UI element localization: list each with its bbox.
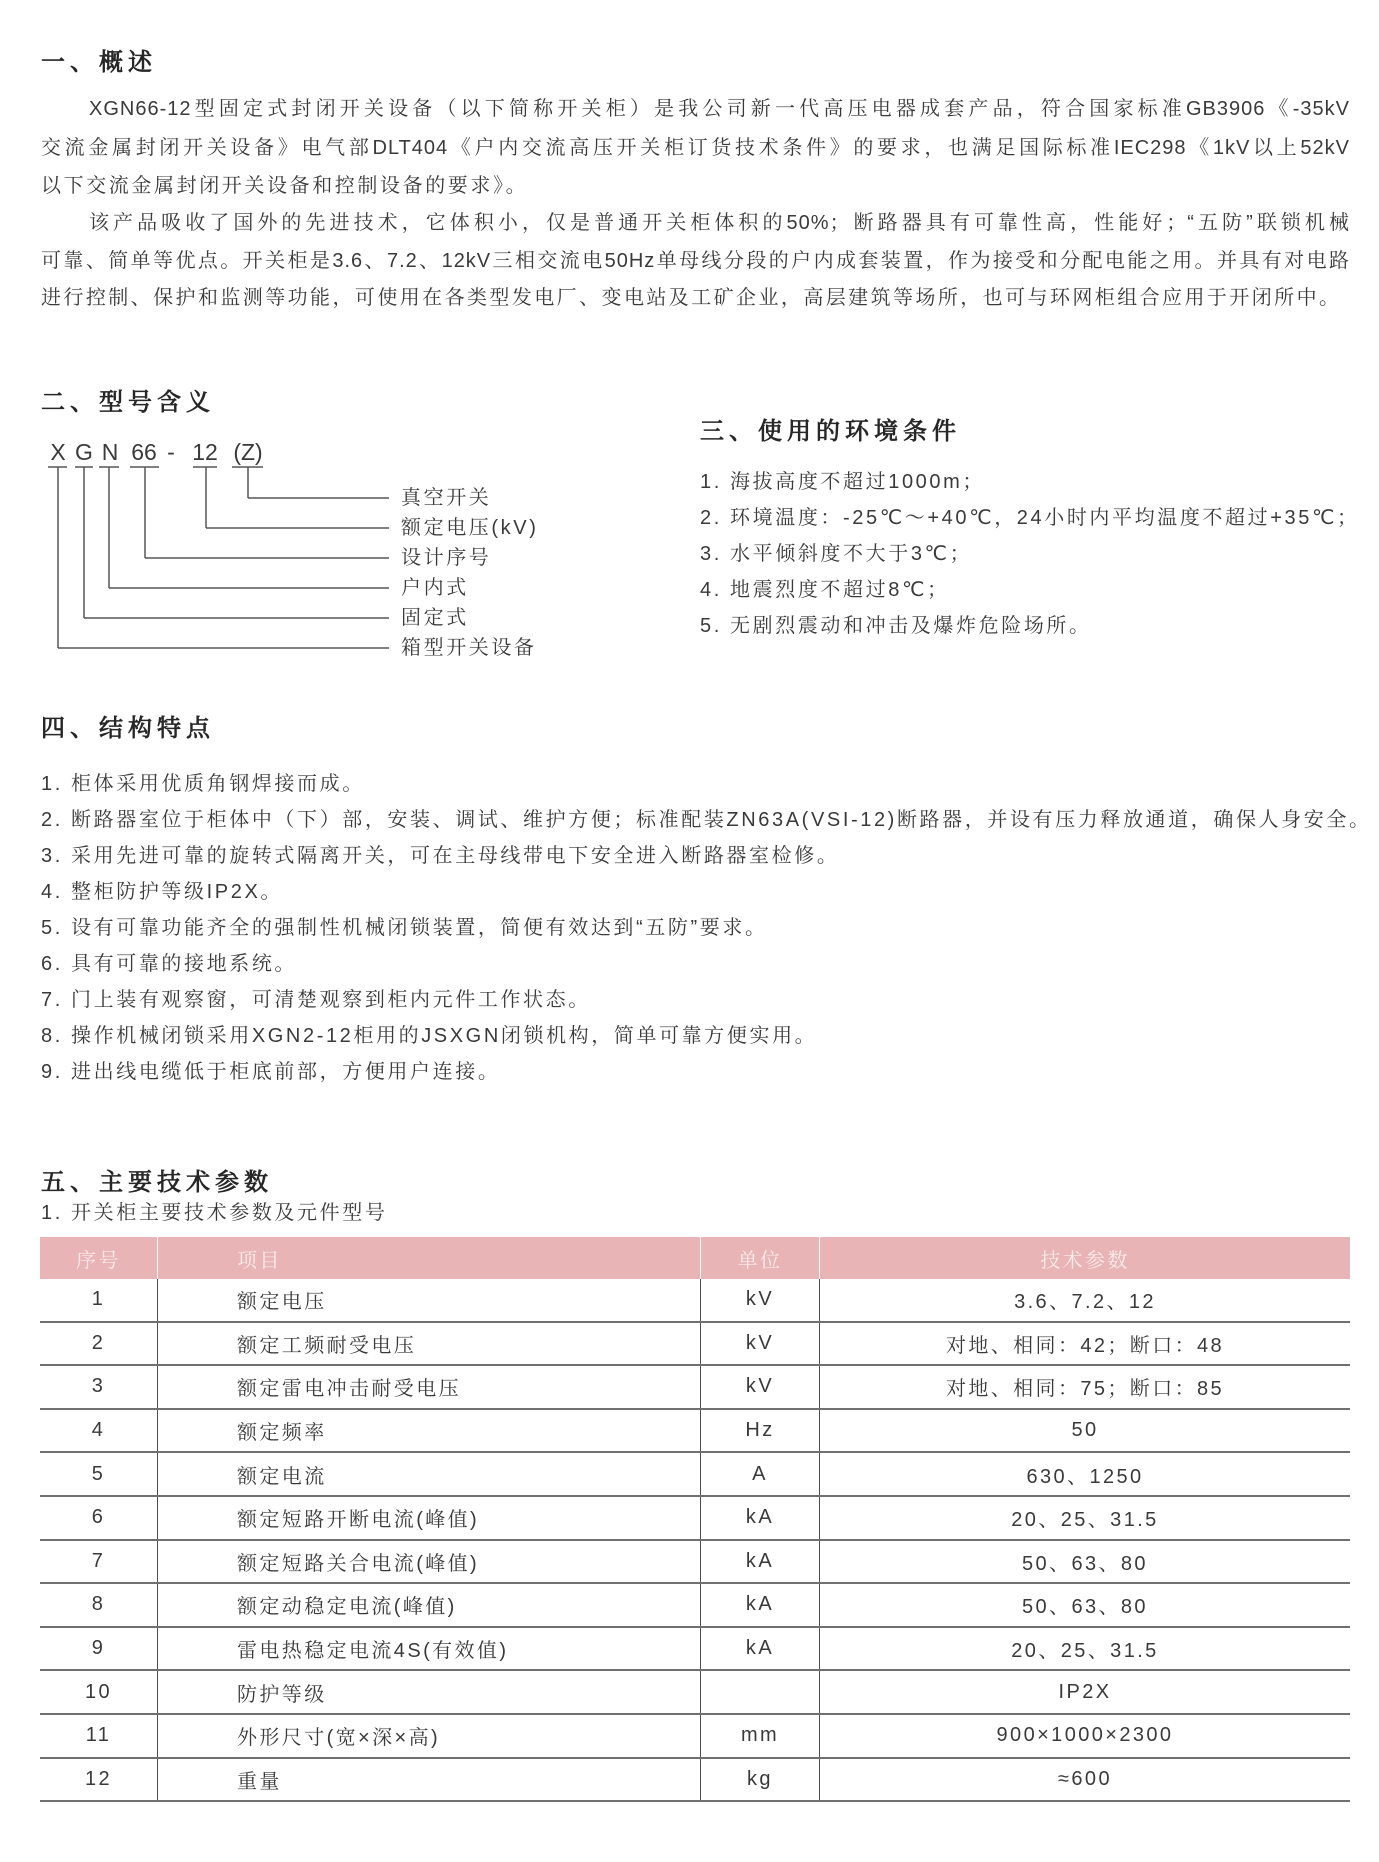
list-item: 9. 进出线电缆低于柜底前部，方便用户连接。 (41, 1061, 501, 1083)
model-meaning-label: 固定式 (401, 607, 469, 629)
cell-value: 900×1000×2300 (996, 1724, 1174, 1747)
cell-index: 9 (40, 1628, 158, 1670)
cell-unit: kV (701, 1366, 820, 1408)
list-item: 2. 环境温度：-25℃～+40℃，24小时内平均温度不超过+35℃； (700, 507, 1360, 529)
paragraph-line: 交流金属封闭开关设备》电气部DLT404《户内交流高压开关柜订货技术条件》的要求，也满足国际标准IEC298《1kV以上52kV (41, 137, 1350, 159)
cell-value: ≈600 (1058, 1767, 1112, 1790)
table-row (40, 1497, 1350, 1541)
list-item: 4. 整柜防护等级IP2X。 (41, 881, 283, 903)
cell-value: 3.6、7.2、12 (1014, 1291, 1156, 1314)
column-header: 单位 (701, 1237, 820, 1279)
table-row (40, 1759, 1350, 1803)
table-row (40, 1671, 1350, 1715)
column-header: 序号 (40, 1237, 158, 1279)
table-row (40, 1410, 1350, 1454)
list-item: 5. 设有可靠功能齐全的强制性机械闭锁装置，简便有效达到“五防”要求。 (41, 917, 768, 939)
cell-unit: Hz (701, 1410, 820, 1452)
cell-item: 额定电压 (158, 1279, 701, 1321)
table-row (40, 1628, 1350, 1672)
model-code-part: 66 (131, 439, 157, 465)
cell-value: 20、25、31.5 (1011, 1640, 1159, 1663)
paragraph-line: 该产品吸收了国外的先进技术，它体积小，仅是普通开关柜体积的50%；断路器具有可靠性高，性能好；“五防”联锁机械 (89, 212, 1350, 234)
model-code-part: X (50, 439, 66, 465)
cell-item: 额定动稳定电流(峰值) (158, 1584, 701, 1626)
cell-item: 外形尺寸(宽×深×高) (158, 1715, 701, 1757)
cell-unit: kA (701, 1584, 820, 1626)
paragraph-line: 以下交流金属封闭开关设备和控制设备的要求》。 (41, 175, 529, 197)
paragraph-line: 进行控制、保护和监测等功能，可使用在各类型发电厂、变电站及工矿企业，高层建筑等场所，也可与环网柜组合应用于开闭所中。 (41, 287, 1340, 309)
table-caption: 1. 开关柜主要技术参数及元件型号 (41, 1202, 388, 1224)
list-item: 2. 断路器室位于柜体中（下）部，安装、调试、维护方便；标准配装ZN63A(VSI-12)断路器，并设有压力释放通道，确保人身安全。 (41, 809, 1372, 831)
model-code-part: G (75, 439, 93, 465)
model-code-part: N (101, 439, 119, 465)
cell-unit: kV (701, 1279, 820, 1321)
cell-index: 11 (40, 1715, 158, 1757)
cell-item: 额定工频耐受电压 (158, 1323, 701, 1365)
list-item: 7. 门上装有观察窗，可清楚观察到柜内元件工作状态。 (41, 989, 591, 1011)
cell-value: 50 (1071, 1419, 1099, 1442)
model-code-part: 12 (192, 439, 218, 465)
cell-value: 对地、相同：42；断口：48 (945, 1334, 1225, 1357)
list-item: 1. 柜体采用优质角钢焊接而成。 (41, 773, 365, 795)
table-row (40, 1541, 1350, 1585)
cell-value: 对地、相同：75；断口：85 (945, 1378, 1225, 1401)
cell-item: 防护等级 (158, 1671, 701, 1713)
table-row (40, 1279, 1350, 1323)
table-row (40, 1453, 1350, 1497)
cell-index: 4 (40, 1410, 158, 1452)
cell-index: 3 (40, 1366, 158, 1408)
model-meaning-label: 户内式 (401, 577, 469, 599)
cell-item: 额定短路关合电流(峰值) (158, 1541, 701, 1583)
list-item: 1. 海拔高度不超过1000m； (700, 471, 985, 493)
cell-unit: kA (701, 1541, 820, 1583)
cell-index: 12 (40, 1759, 158, 1801)
model-code-part: - (167, 439, 175, 465)
cell-value: IP2X (1058, 1680, 1112, 1703)
cell-value: 50、63、80 (1022, 1596, 1148, 1619)
paragraph-line: 可靠、简单等优点。开关柜是3.6、7.2、12kV三相交流电50Hz单母线分段的户内成套装置，作为接受和分配电能之用。并具有对电路 (41, 250, 1350, 272)
cell-item: 额定电流 (158, 1453, 701, 1495)
table-row (40, 1584, 1350, 1628)
table-row (40, 1715, 1350, 1759)
paragraph-line: XGN66-12型固定式封闭开关设备（以下简称开关柜）是我公司新一代高压电器成套产品，符合国家标准GB3906《-35kV (89, 98, 1350, 120)
cell-unit: kV (701, 1323, 820, 1365)
cell-index: 1 (40, 1279, 158, 1321)
cell-index: 6 (40, 1497, 158, 1539)
cell-index: 2 (40, 1323, 158, 1365)
cell-unit: A (701, 1453, 820, 1495)
model-meaning-label: 额定电压(kV) (401, 517, 539, 539)
section-title-environment: 三、使用的环境条件 (700, 418, 961, 445)
cell-index: 7 (40, 1541, 158, 1583)
column-header: 技术参数 (1040, 1249, 1130, 1272)
cell-index: 8 (40, 1584, 158, 1626)
list-item: 4. 地震烈度不超过8℃； (700, 579, 950, 601)
cell-value: 630、1250 (1026, 1465, 1144, 1488)
list-item: 6. 具有可靠的接地系统。 (41, 953, 298, 975)
model-code-part: (Z) (233, 439, 263, 465)
cell-value: 50、63、80 (1022, 1552, 1148, 1575)
cell-index: 5 (40, 1453, 158, 1495)
table-header (40, 1237, 1350, 1279)
cell-unit: kA (701, 1628, 820, 1670)
cell-value: 20、25、31.5 (1011, 1509, 1159, 1532)
cell-unit: kg (701, 1759, 820, 1801)
cell-item: 额定短路开断电流(峰值) (158, 1497, 701, 1539)
cell-unit (701, 1671, 820, 1713)
cell-item: 重量 (158, 1759, 701, 1801)
section-title-model: 二、型号含义 (41, 389, 215, 416)
list-item: 8. 操作机械闭锁采用XGN2-12柜用的JSXGN闭锁机构，简单可靠方便实用。 (41, 1025, 818, 1047)
section-title-overview: 一、概述 (41, 49, 157, 76)
cell-unit: mm (701, 1715, 820, 1757)
cell-item: 额定雷电冲击耐受电压 (158, 1366, 701, 1408)
section-title-structure: 四、结构特点 (41, 715, 215, 742)
table-row (40, 1366, 1350, 1410)
model-meaning-label: 真空开关 (401, 487, 492, 509)
model-meaning-label: 设计序号 (401, 547, 492, 569)
specs-table (40, 1237, 1350, 1802)
cell-item: 额定频率 (158, 1410, 701, 1452)
table-row (40, 1323, 1350, 1367)
section-title-specs: 五、主要技术参数 (41, 1169, 273, 1196)
list-item: 5. 无剧烈震动和冲击及爆炸危险场所。 (700, 615, 1092, 637)
cell-item: 雷电热稳定电流4S(有效值) (158, 1628, 701, 1670)
cell-index: 10 (40, 1671, 158, 1713)
column-header: 项目 (158, 1237, 701, 1279)
model-diagram-lines (0, 440, 420, 670)
cell-unit: kA (701, 1497, 820, 1539)
list-item: 3. 采用先进可靠的旋转式隔离开关，可在主母线带电下安全进入断路器室检修。 (41, 845, 840, 867)
model-meaning-label: 箱型开关设备 (401, 637, 537, 659)
list-item: 3. 水平倾斜度不大于3℃； (700, 543, 973, 565)
